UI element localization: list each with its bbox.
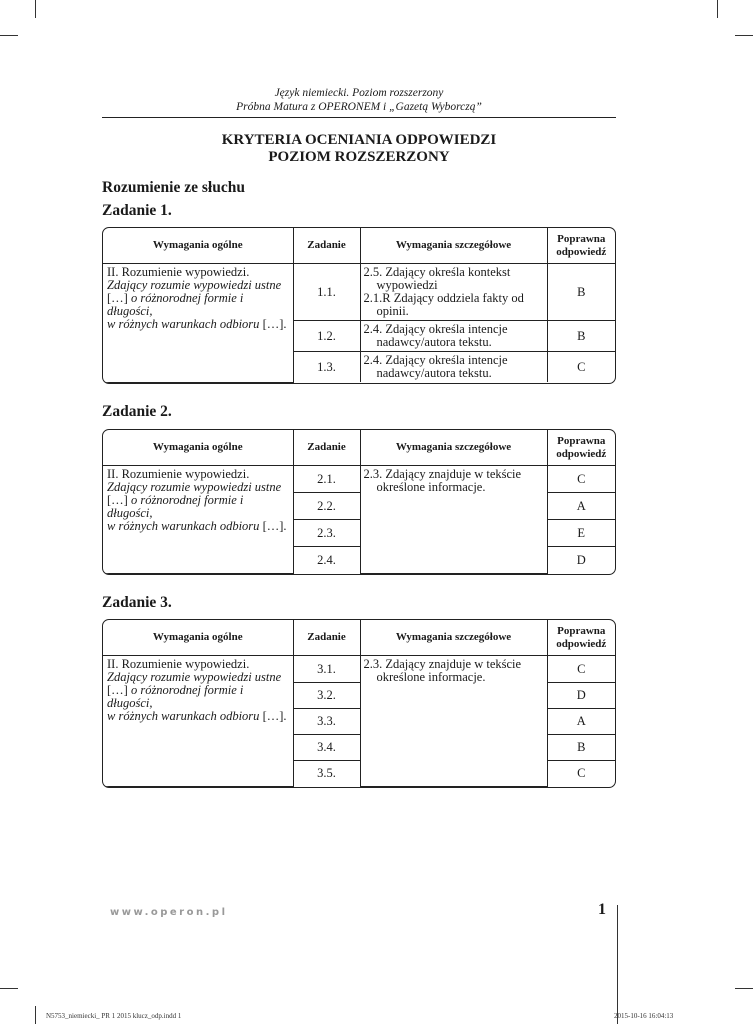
answer-table (102, 227, 616, 384)
col-header-answer: Poprawna odpowiedź (547, 620, 615, 656)
gen-line: […] o różnorodnej formie i długości, (107, 291, 244, 318)
specific-requirements: 2.4. Zdający określa intencje nadawcy/autora tekstu. (360, 352, 547, 383)
crop-mark (735, 35, 753, 36)
answer-cell: A (547, 709, 615, 735)
task-number: 3.2. (293, 683, 360, 709)
crop-mark (35, 0, 36, 18)
crop-mark (0, 35, 18, 36)
task-number: 1.3. (293, 352, 360, 383)
footer-rule (617, 905, 618, 1024)
answer-cell: A (547, 493, 615, 520)
task-number: 2.3. (293, 520, 360, 547)
header-line1: Język niemiecki. Poziom rozszerzony (274, 87, 444, 99)
print-slug-date: 2015-10-16 16:04:13 (614, 1012, 674, 1020)
crop-mark (717, 0, 718, 18)
task-number: 1.2. (293, 321, 360, 352)
specific-requirements: 2.3. Zdający znajduje w tekście określone informacje. (360, 466, 547, 574)
col-header-task: Zadanie (293, 228, 360, 264)
gen-line: Zdający rozumie wypowiedzi ustne (107, 278, 282, 292)
running-header (102, 86, 616, 114)
col-header-specific: Wymagania szczegółowe (360, 620, 547, 656)
col-header-general: Wymagania ogólne (103, 228, 293, 264)
crop-mark (0, 988, 18, 989)
task-number: 3.4. (293, 735, 360, 761)
answer-header-l2: odpowiedź (556, 245, 607, 258)
gen-line: w różnych warunkach odbioru […]. (107, 317, 287, 331)
general-requirements: II. Rozumienie wypowiedzi. Zdający rozumie wypowiedzi ustne […] o różnorodnej formie i długości, w różnych warunkach odbioru […]. (103, 466, 293, 574)
table-header-row (103, 430, 615, 466)
specific-requirements: 2.3. Zdający znajduje w tekście określone informacje. (360, 656, 547, 787)
task-number: 2.1. (293, 466, 360, 493)
general-requirements (103, 264, 293, 383)
answer-cell: C (547, 656, 615, 683)
answer-table (102, 429, 616, 575)
task-number: 2.2. (293, 493, 360, 520)
title-line2: POZIOM ROZSZERZONY (268, 149, 450, 165)
col-header-general: Wymagania ogólne (103, 430, 293, 466)
col-header-general: Wymagania ogólne (103, 620, 293, 656)
answer-cell: C (547, 466, 615, 493)
answer-cell: C (547, 352, 615, 383)
table-row (103, 264, 615, 321)
table-header-row (103, 228, 615, 264)
answer-cell: B (547, 264, 615, 321)
title-line1: KRYTERIA OCENIANIA ODPOWIEDZI (221, 132, 497, 148)
general-requirements: II. Rozumienie wypowiedzi. Zdający rozumie wypowiedzi ustne […] o różnorodnej formie i długości, w różnych warunkach odbioru […]. (103, 656, 293, 787)
answer-cell: E (547, 520, 615, 547)
answer-header-l1: Poprawna (557, 232, 606, 245)
answer-cell: D (547, 683, 615, 709)
table-row (103, 656, 615, 683)
crop-mark (35, 1006, 36, 1024)
task-number: 3.1. (293, 656, 360, 683)
col-header-specific: Wymagania szczegółowe (360, 430, 547, 466)
answer-cell: D (547, 547, 615, 574)
print-slug-file: N5753_niemiecki_ PR 1 2015 klucz_odp.indd 1 (46, 1012, 182, 1020)
answer-cell: B (547, 321, 615, 352)
specific-requirements: 2.4. Zdający określa intencje nadawcy/autora tekstu. (360, 321, 547, 352)
section-heading: Rozumienie ze słuchu (102, 179, 245, 196)
task-heading: Zadanie 2. (102, 403, 172, 420)
task-number: 1.1. (293, 264, 360, 321)
crop-mark (735, 988, 753, 989)
answer-cell: B (547, 735, 615, 761)
header-line2: Próbna Matura z OPERONEM i „Gazetą Wyborczą” (236, 101, 482, 113)
col-header-task: Zadanie (293, 430, 360, 466)
answer-cell: C (547, 761, 615, 787)
table-row (103, 466, 615, 493)
col-header-answer (547, 228, 615, 264)
table-header-row (103, 620, 615, 656)
specific-requirements: 2.5. Zdający określa kontekst wypowiedzi 2.1.R Zdający oddziela fakty od opinii. (360, 264, 547, 321)
col-header-answer: Poprawna odpowiedź (547, 430, 615, 466)
col-header-task: Zadanie (293, 620, 360, 656)
page-title (102, 132, 616, 166)
task-number: 3.5. (293, 761, 360, 787)
header-rule (102, 117, 616, 118)
gen-line: II. Rozumienie wypowiedzi. (107, 265, 250, 279)
answer-table (102, 619, 616, 788)
page-number: 1 (598, 901, 606, 918)
footer-url[interactable]: www.operon.pl (110, 907, 228, 918)
task-heading: Zadanie 3. (102, 594, 172, 611)
col-header-specific: Wymagania szczegółowe (360, 228, 547, 264)
task-heading: Zadanie 1. (102, 202, 172, 219)
task-number: 2.4. (293, 547, 360, 574)
task-number: 3.3. (293, 709, 360, 735)
